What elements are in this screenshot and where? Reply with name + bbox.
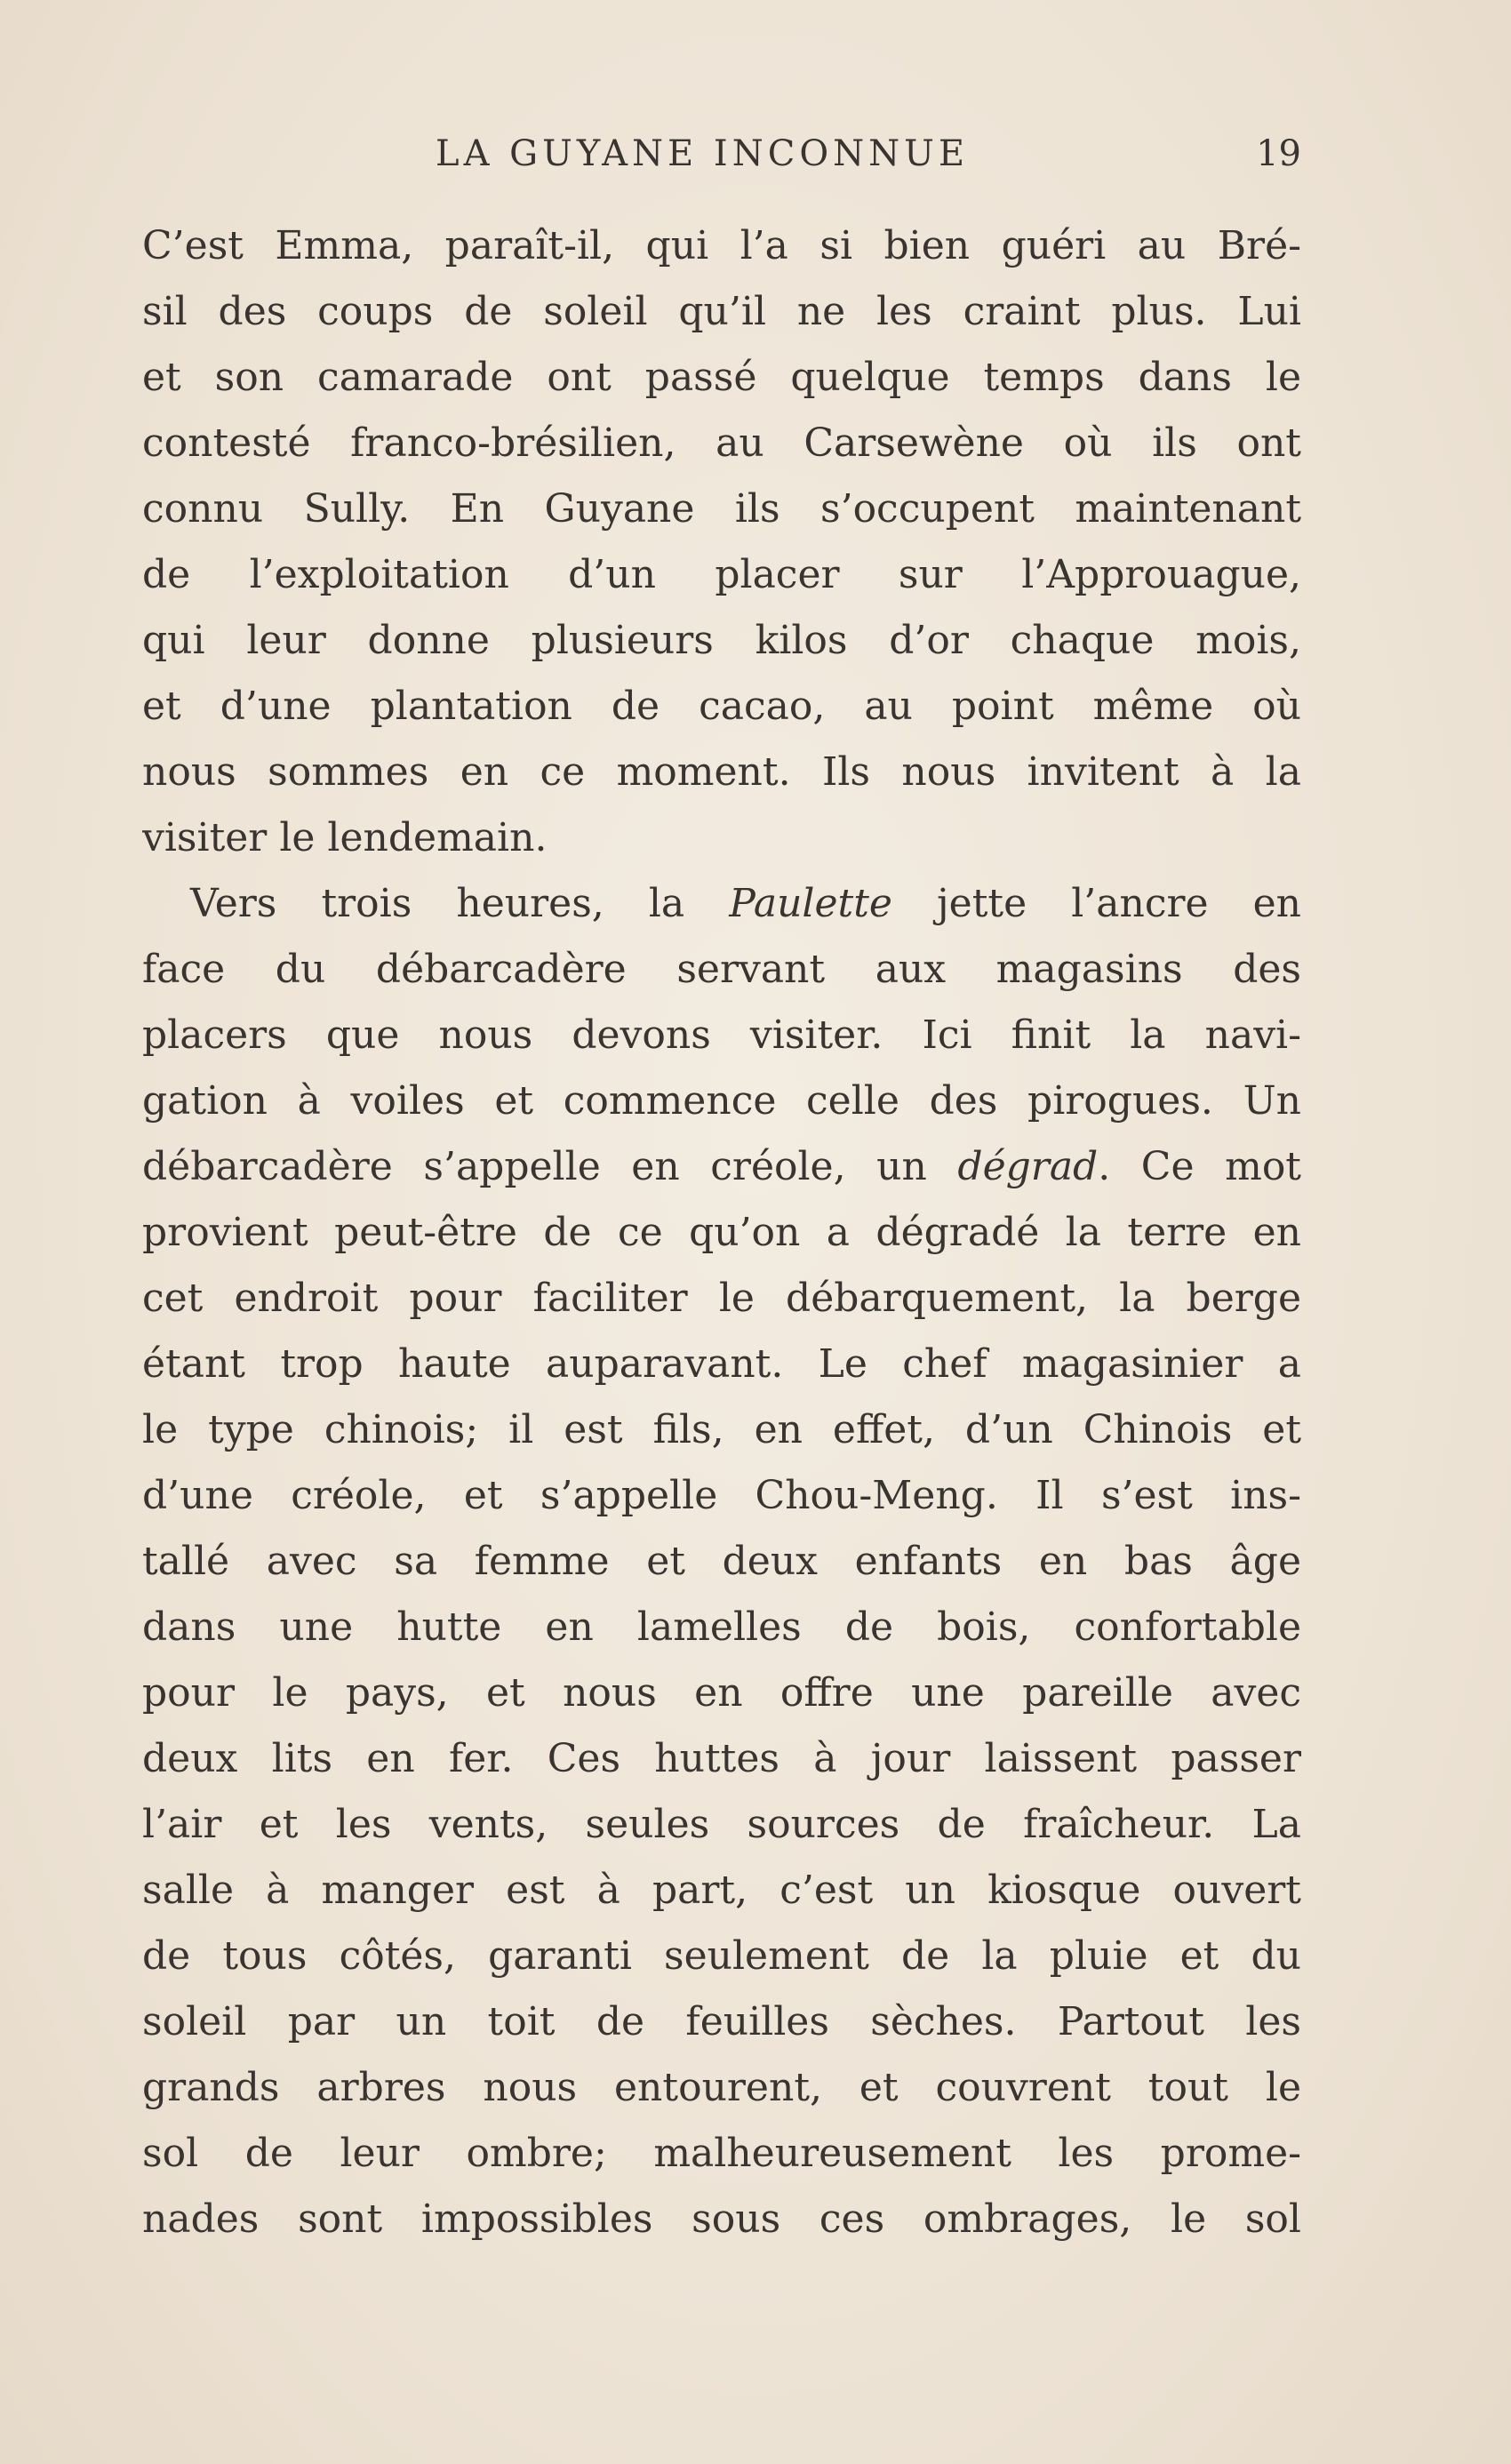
text-line: de tous côtés, garanti seulement de la pluie et du xyxy=(142,1933,1301,1979)
text-line: de l’exploitation d’un placer sur l’Approuague, xyxy=(142,552,1301,597)
text-segment: Vers trois heures, la xyxy=(190,881,730,926)
text-line: provient peut-être de ce qu’on a dégradé la terre en xyxy=(142,1210,1301,1255)
text-line: nous sommes en ce moment. Ils nous invitent à la xyxy=(142,749,1301,795)
running-title: LA GUYANE INCONNUE xyxy=(436,133,970,174)
text-line: soleil par un toit de feuilles sèches. Partout les xyxy=(142,1999,1301,2044)
text-line: nades sont impossibles sous ces ombrages, le sol xyxy=(142,2196,1301,2242)
text-segment: débarcadère s’appelle en créole, un xyxy=(142,1144,958,1189)
text-line: gation à voiles et commence celle des pirogues. Un xyxy=(142,1078,1301,1124)
text-line: face du débarcadère servant aux magasins des xyxy=(142,947,1301,992)
text-line: grands arbres nous entourent, et couvrent tout le xyxy=(142,2065,1301,2110)
running-head xyxy=(142,132,1301,176)
text-line: visiter le lendemain. xyxy=(142,815,548,860)
text-line: connu Sully. En Guyane ils s’occupent maintenant xyxy=(142,486,1301,532)
ship-name: Paulette xyxy=(729,881,892,926)
text-line: salle à manger est à part, c’est un kiosque ouvert xyxy=(142,1868,1301,1913)
text-line: tallé avec sa femme et deux enfants en bas âge xyxy=(142,1539,1301,1584)
text-line: et son camarade ont passé quelque temps dans le xyxy=(142,355,1301,400)
text-line: cet endroit pour faciliter le débarquement, la berge xyxy=(142,1276,1301,1321)
text-line: et d’une plantation de cacao, au point même où xyxy=(142,684,1301,729)
text-line: dans une hutte en lamelles de bois, confortable xyxy=(142,1604,1301,1650)
text-line: qui leur donne plusieurs kilos d’or chaque mois, xyxy=(142,618,1301,663)
text-line: l’air et les vents, seules sources de fraîcheur. La xyxy=(142,1802,1301,1847)
text-line: pour le pays, et nous en offre une pareille avec xyxy=(142,1670,1301,1716)
text-line: sil des coups de soleil qu’il ne les craint plus. Lui xyxy=(142,289,1301,334)
italic-term: dégrad xyxy=(957,1144,1099,1189)
text-line xyxy=(142,871,1301,937)
text-line: le type chinois; il est fils, en effet, d’un Chinois et xyxy=(142,1407,1301,1452)
text-line: d’une créole, et s’appelle Chou-Meng. Il s’est ins- xyxy=(142,1473,1301,1518)
text-line: deux lits en fer. Ces huttes à jour laissent passer xyxy=(142,1736,1301,1781)
text-line: C’est Emma, paraît-il, qui l’a si bien guéri au Bré- xyxy=(142,223,1301,268)
text-line: contesté franco-brésilien, au Carsewène où ils ont xyxy=(142,420,1301,466)
text-line xyxy=(142,1134,1301,1200)
body-text xyxy=(142,213,1301,2252)
text-line: placers que nous devons visiter. Ici finit la navi- xyxy=(142,1012,1301,1058)
page-number: 19 xyxy=(1256,133,1301,174)
text-line: étant trop haute auparavant. Le chef magasinier a xyxy=(142,1341,1301,1387)
text-segment: . Ce mot xyxy=(1098,1144,1301,1189)
text-segment: jette l’ancre en xyxy=(891,881,1301,926)
text-line: sol de leur ombre; malheureusement les prome- xyxy=(142,2131,1301,2176)
